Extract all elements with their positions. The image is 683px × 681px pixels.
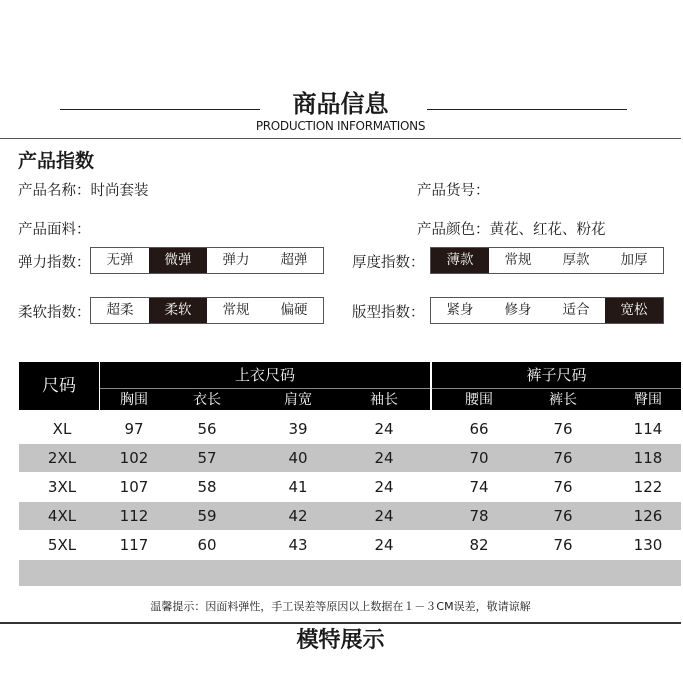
table-cell: 24	[374, 507, 394, 525]
table-cell: 58	[197, 478, 217, 496]
index-option: 常规	[222, 302, 250, 318]
index-option: 微弹	[149, 248, 207, 273]
table-cell: 39	[288, 420, 308, 438]
index-option: 修身	[504, 302, 532, 318]
index-label: 厚度指数：	[352, 255, 425, 271]
table-cell: 114	[633, 420, 663, 438]
table-cell: 117	[119, 536, 149, 554]
table-cell: 76	[553, 449, 573, 467]
index-option: 宽松	[605, 298, 663, 323]
table-cell: 76	[553, 420, 573, 438]
table-cell: 107	[119, 478, 149, 496]
index-option: 加厚	[620, 252, 648, 268]
index-option: 超柔	[106, 302, 134, 318]
product-name: 产品名称：时尚套装	[18, 183, 149, 199]
table-cell: 126	[633, 507, 663, 525]
table-cell: 102	[119, 449, 149, 467]
next-section-title: 模特展示	[296, 628, 385, 653]
table-cell: 118	[633, 449, 663, 467]
size-label: 4XL	[47, 507, 77, 525]
index-scale	[430, 297, 664, 324]
column-header: 裤长	[549, 392, 577, 408]
table-cell: 112	[119, 507, 149, 525]
table-cell: 76	[553, 478, 573, 496]
table-cell: 24	[374, 449, 394, 467]
size-label: 2XL	[47, 449, 77, 467]
tip-note: 温馨提示：因面料弹性，手工误差等原因以上数据在１－３CM误差，敬请谅解	[150, 600, 531, 613]
table-cell: 130	[633, 536, 663, 554]
table-cell: 78	[469, 507, 489, 525]
column-header: 臀围	[634, 392, 662, 408]
divider	[0, 622, 681, 624]
index-label: 版型指数：	[352, 305, 425, 321]
table-cell: 24	[374, 536, 394, 554]
product-fabric: 产品面料：	[18, 222, 91, 238]
column-header: 肩宽	[284, 392, 312, 408]
section-title: 产品指数	[18, 150, 95, 172]
index-scale	[90, 247, 324, 274]
table-cell: 122	[633, 478, 663, 496]
table-cell: 66	[469, 420, 489, 438]
index-option: 适合	[562, 302, 590, 318]
column-header: 衣长	[193, 392, 221, 408]
table-cell: 57	[197, 449, 217, 467]
column-header: 胸围	[120, 392, 148, 408]
index-scale	[90, 297, 324, 324]
index-label: 柔软指数：	[18, 305, 91, 321]
top-size-header: 上衣尺码	[100, 362, 430, 389]
table-cell: 74	[469, 478, 489, 496]
size-header-cell	[19, 362, 99, 410]
table-cell: 24	[374, 420, 394, 438]
table-cell: 41	[288, 478, 308, 496]
index-option: 紧身	[446, 302, 474, 318]
table-cell: 70	[469, 449, 489, 467]
index-option: 薄款	[431, 248, 489, 273]
table-cell: 60	[197, 536, 217, 554]
table-cell: 56	[197, 420, 217, 438]
pants-size-header: 裤子尺码	[432, 362, 681, 389]
index-option: 超弹	[280, 252, 308, 268]
table-cell: 76	[553, 507, 573, 525]
table-cell: 59	[197, 507, 217, 525]
table-cell: 24	[374, 478, 394, 496]
divider	[0, 138, 681, 139]
index-option: 弹力	[222, 252, 250, 268]
product-sku: 产品货号：	[417, 183, 490, 199]
product-color: 产品颜色：黄花、红花、粉花	[417, 222, 606, 238]
column-header: 腰围	[465, 392, 493, 408]
size-label: 3XL	[47, 478, 77, 496]
table-cell: 97	[124, 420, 144, 438]
table-cell: 82	[469, 536, 489, 554]
table-cell: 40	[288, 449, 308, 467]
size-header: 尺码	[42, 376, 76, 396]
index-option: 柔软	[149, 298, 207, 323]
table-cell: 42	[288, 507, 308, 525]
column-header: 袖长	[370, 392, 398, 408]
index-option: 无弹	[106, 252, 134, 268]
table-cell: 76	[553, 536, 573, 554]
index-option: 偏硬	[280, 302, 308, 318]
index-option: 厚款	[562, 252, 590, 268]
table-cell: 43	[288, 536, 308, 554]
index-label: 弹力指数：	[18, 255, 91, 271]
page-title: 商品信息	[292, 90, 389, 118]
size-label: XL	[52, 420, 72, 438]
index-option: 常规	[504, 252, 532, 268]
size-label: 5XL	[47, 536, 77, 554]
page-subtitle: PRODUCTION INFORMATIONS	[255, 119, 426, 133]
row-stripe-empty	[19, 560, 681, 586]
index-scale	[430, 247, 664, 274]
